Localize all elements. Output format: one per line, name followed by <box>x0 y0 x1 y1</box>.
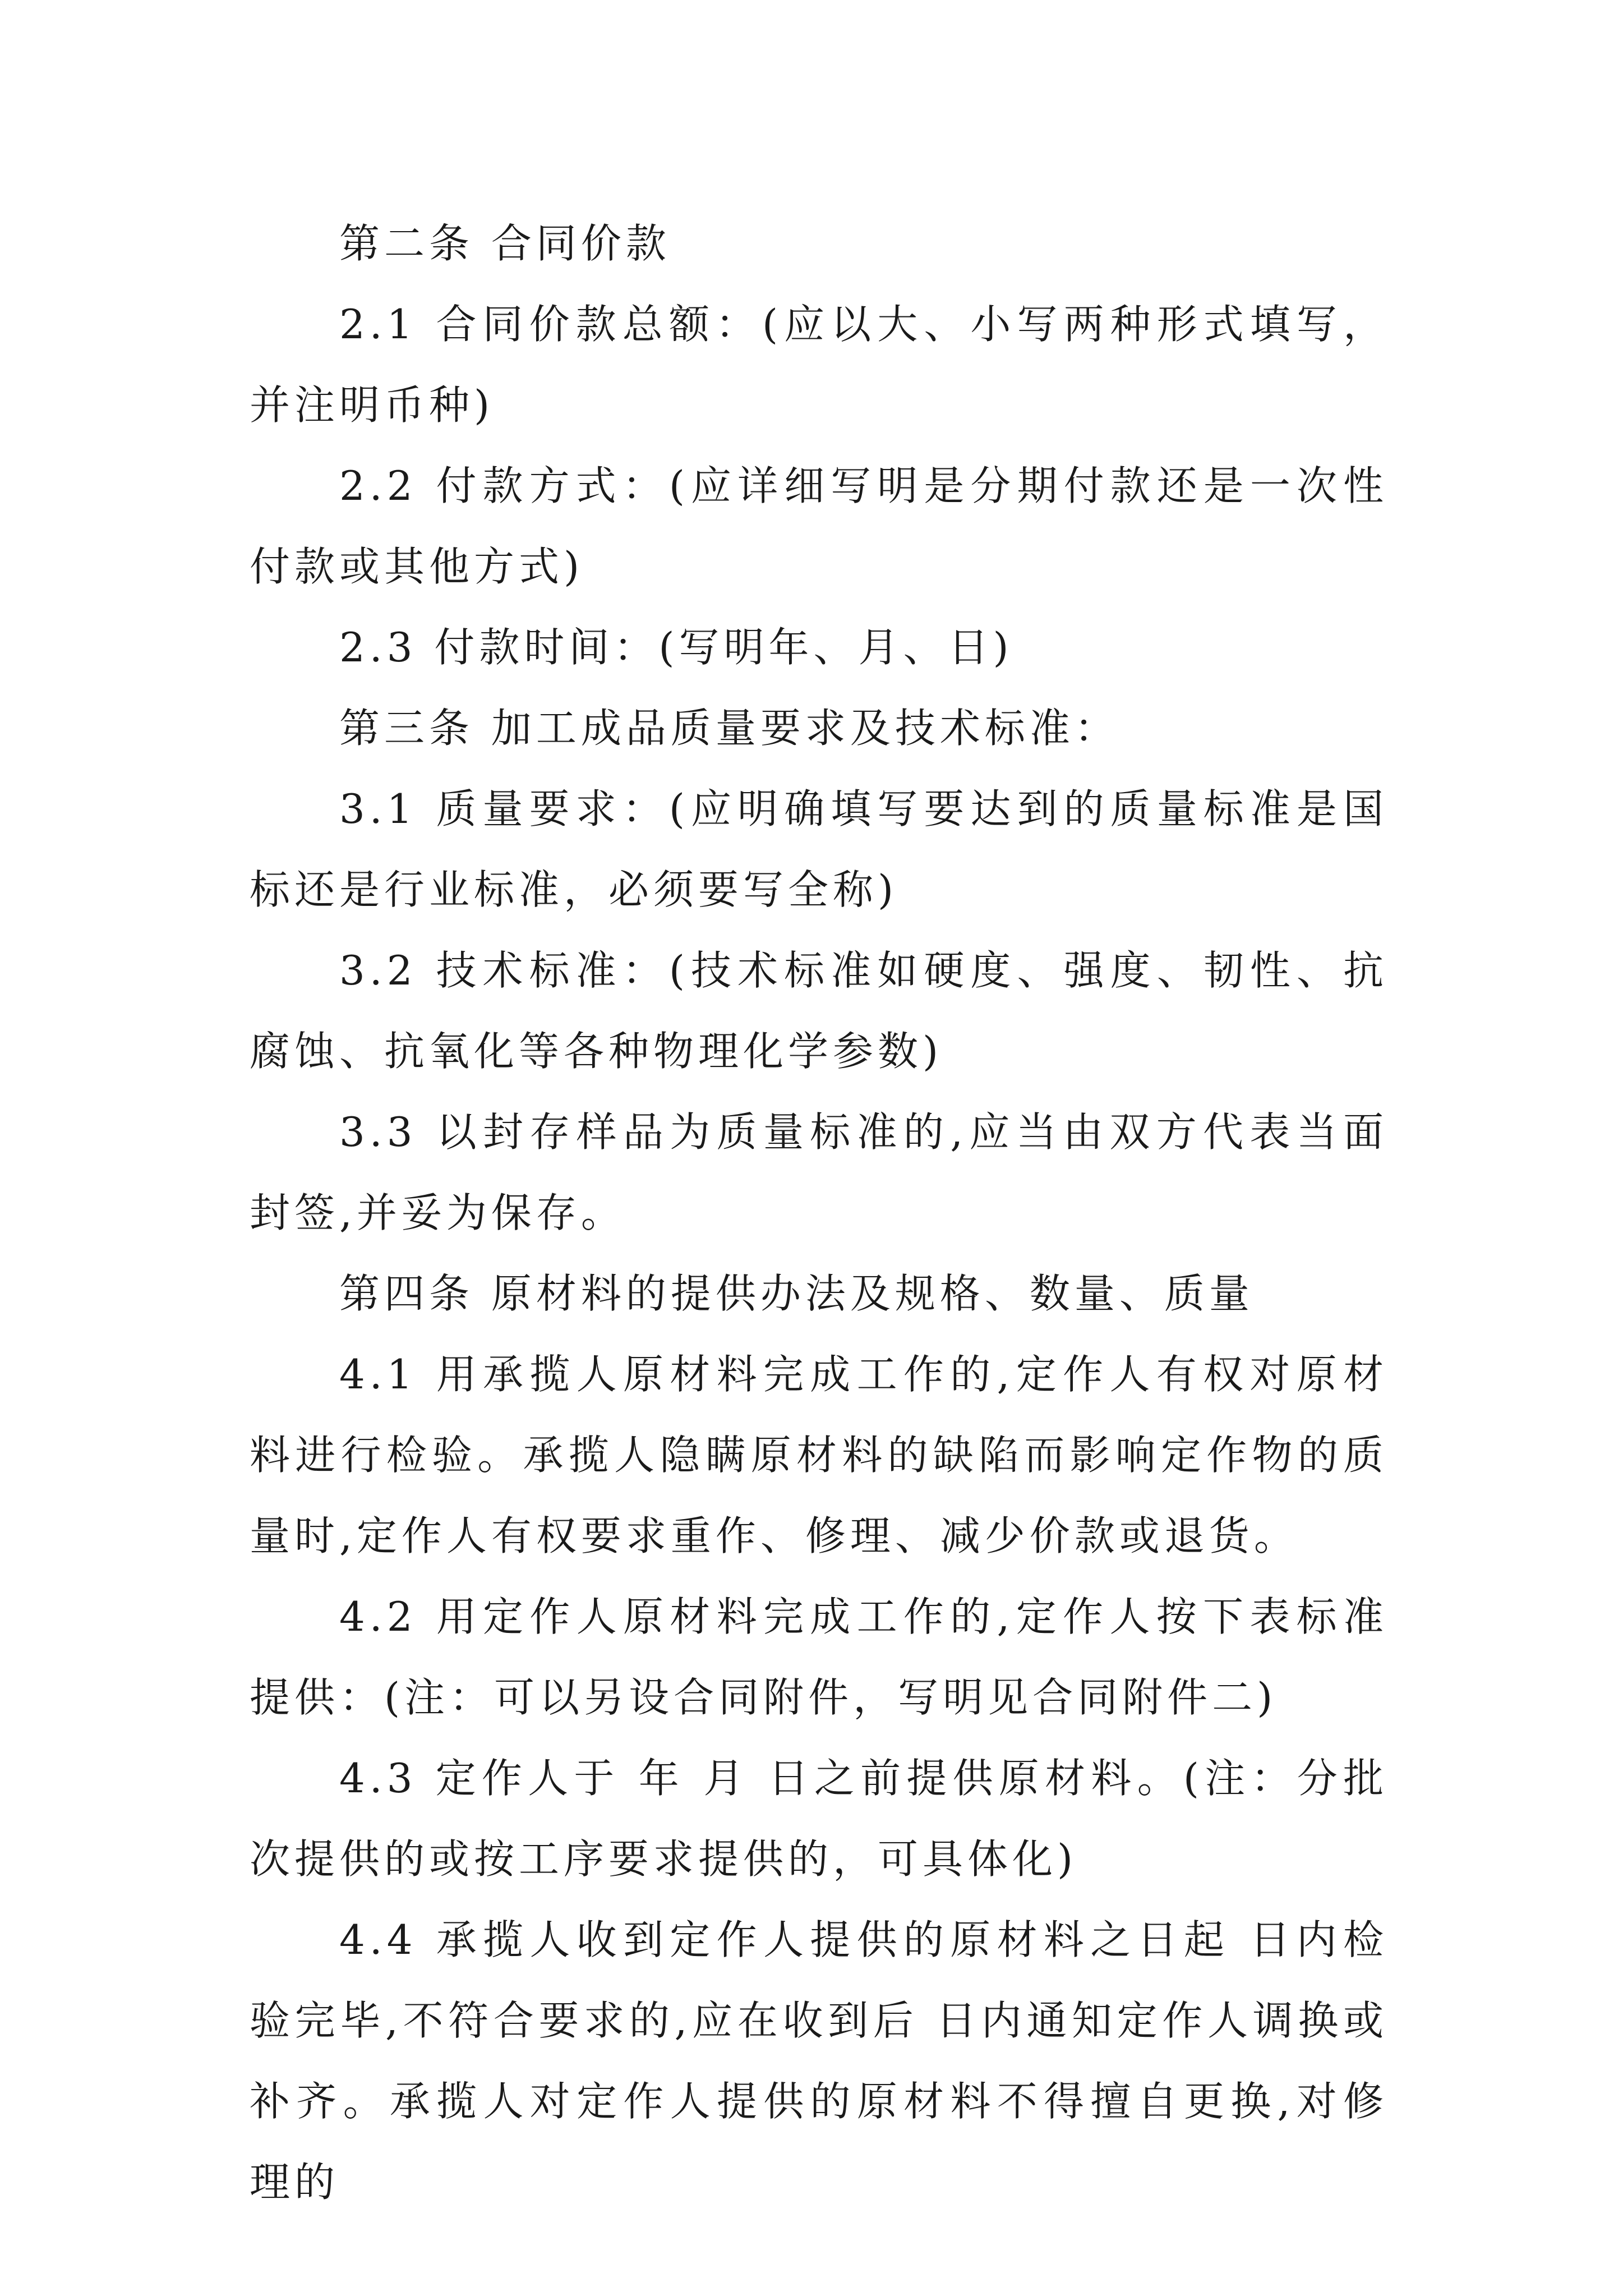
heading-article-3: 第三条 加工成品质量要求及技术标准： <box>339 705 1119 752</box>
clause-2-1: 2.1 合同价款总额：(应以大、小写两种形式填写，并注明币种) <box>250 301 1388 429</box>
clause-3-3: 3.3 以封存样品为质量标准的,应当由双方代表当面封签,并妥为保存。 <box>250 1108 1388 1236</box>
clause-4-2: 4.2 用定作人原材料完成工作的,定作人按下表标准提供：(注：可以另设合同附件，写明见合同附件二) <box>250 1593 1388 1721</box>
clause-4-3: 4.3 定作人于 年 月 日之前提供原材料。(注：分批次提供的或按工序要求提供的，可具体化) <box>250 1755 1388 1883</box>
clause-3-2: 3.2 技术标准：(技术标准如硬度、强度、韧性、抗腐蚀、抗氧化等各种物理化学参数) <box>250 947 1388 1075</box>
clause-2-2: 2.2 付款方式：(应详细写明是分期付款还是一次性付款或其他方式) <box>250 462 1388 590</box>
heading-article-2: 第二条 合同价款 <box>339 220 671 267</box>
clause-4-1: 4.1 用承揽人原材料完成工作的,定作人有权对原材料进行检验。承揽人隐瞒原材料的缺陷而影响定作物的质量时,定作人有权要求重作、修理、减少价款或退货。 <box>250 1351 1388 1559</box>
document-body <box>250 203 1388 2223</box>
clause-2-3: 2.3 付款时间：(写明年、月、日) <box>339 624 1013 671</box>
clause-4-4: 4.4 承揽人收到定作人提供的原材料之日起 日内检验完毕,不符合要求的,应在收到后 日内通知定作人调换或补齐。承揽人对定作人提供的原材料不得擅自更换,对修理的 <box>250 1916 1388 2206</box>
clause-3-1: 3.1 质量要求：(应明确填写要达到的质量标准是国标还是行业标准，必须要写全称) <box>250 785 1388 913</box>
heading-article-4: 第四条 原材料的提供办法及规格、数量、质量 <box>339 1270 1254 1317</box>
